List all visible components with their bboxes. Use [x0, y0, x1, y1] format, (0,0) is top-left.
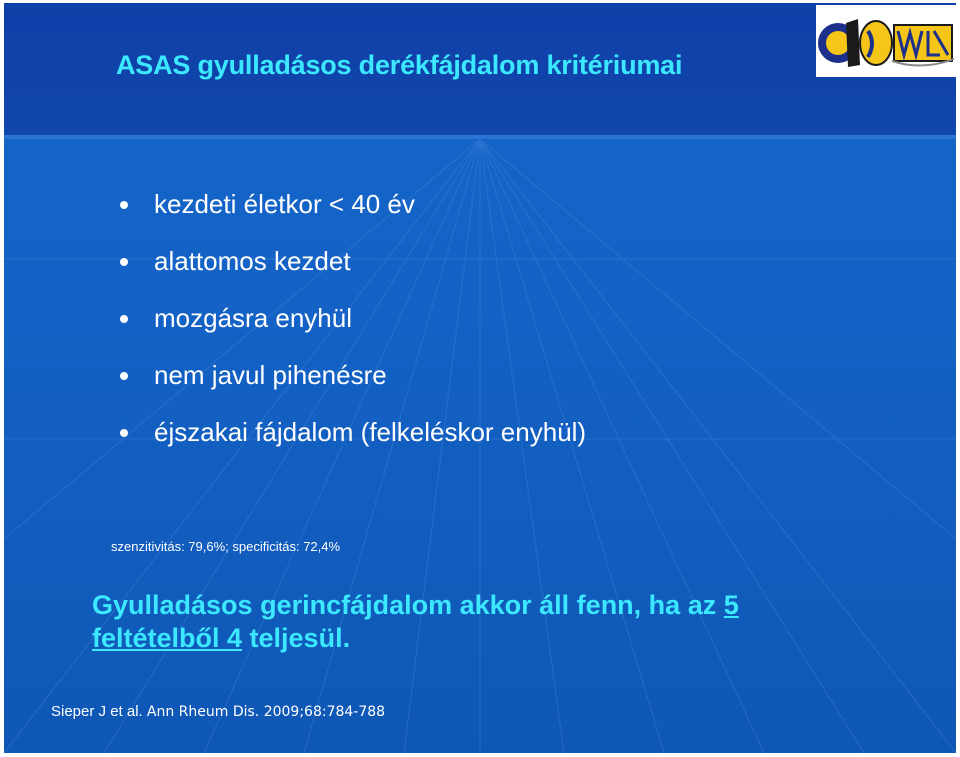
bullet-icon	[120, 201, 128, 209]
list-item: éjszakai fájdalom (felkeléskor enyhül)	[120, 417, 586, 474]
criteria-count-5: 5	[723, 590, 739, 620]
criteria-list	[120, 189, 586, 474]
list-item: mozgásra enyhül	[120, 303, 586, 360]
conclusion-text: Gyulladásos gerincfájdalom akkor áll fenn, ha az 5 feltételből 4 teljesül.	[92, 590, 739, 653]
sensitivity-specificity-text: szenzitivitás: 79,6%; specificitás: 72,4%	[111, 539, 341, 554]
logo	[816, 5, 956, 77]
list-item: alattomos kezdet	[120, 246, 586, 303]
bullet-icon	[120, 372, 128, 380]
slide-title: ASAS gyulladásos derékfájdalom kritériumai	[116, 50, 683, 80]
bullet-icon	[120, 315, 128, 323]
slide	[4, 3, 956, 753]
list-item: nem javul pihenésre	[120, 360, 586, 417]
citation: Sieper J et al. Ann Rheum Dis. 2009;68:784-788	[51, 703, 386, 720]
bullet-icon	[120, 258, 128, 266]
list-item: kezdeti életkor < 40 év	[120, 189, 586, 246]
bullet-icon	[120, 429, 128, 437]
criteria-count-4: feltételből 4	[92, 623, 243, 653]
logo-image	[816, 5, 956, 77]
